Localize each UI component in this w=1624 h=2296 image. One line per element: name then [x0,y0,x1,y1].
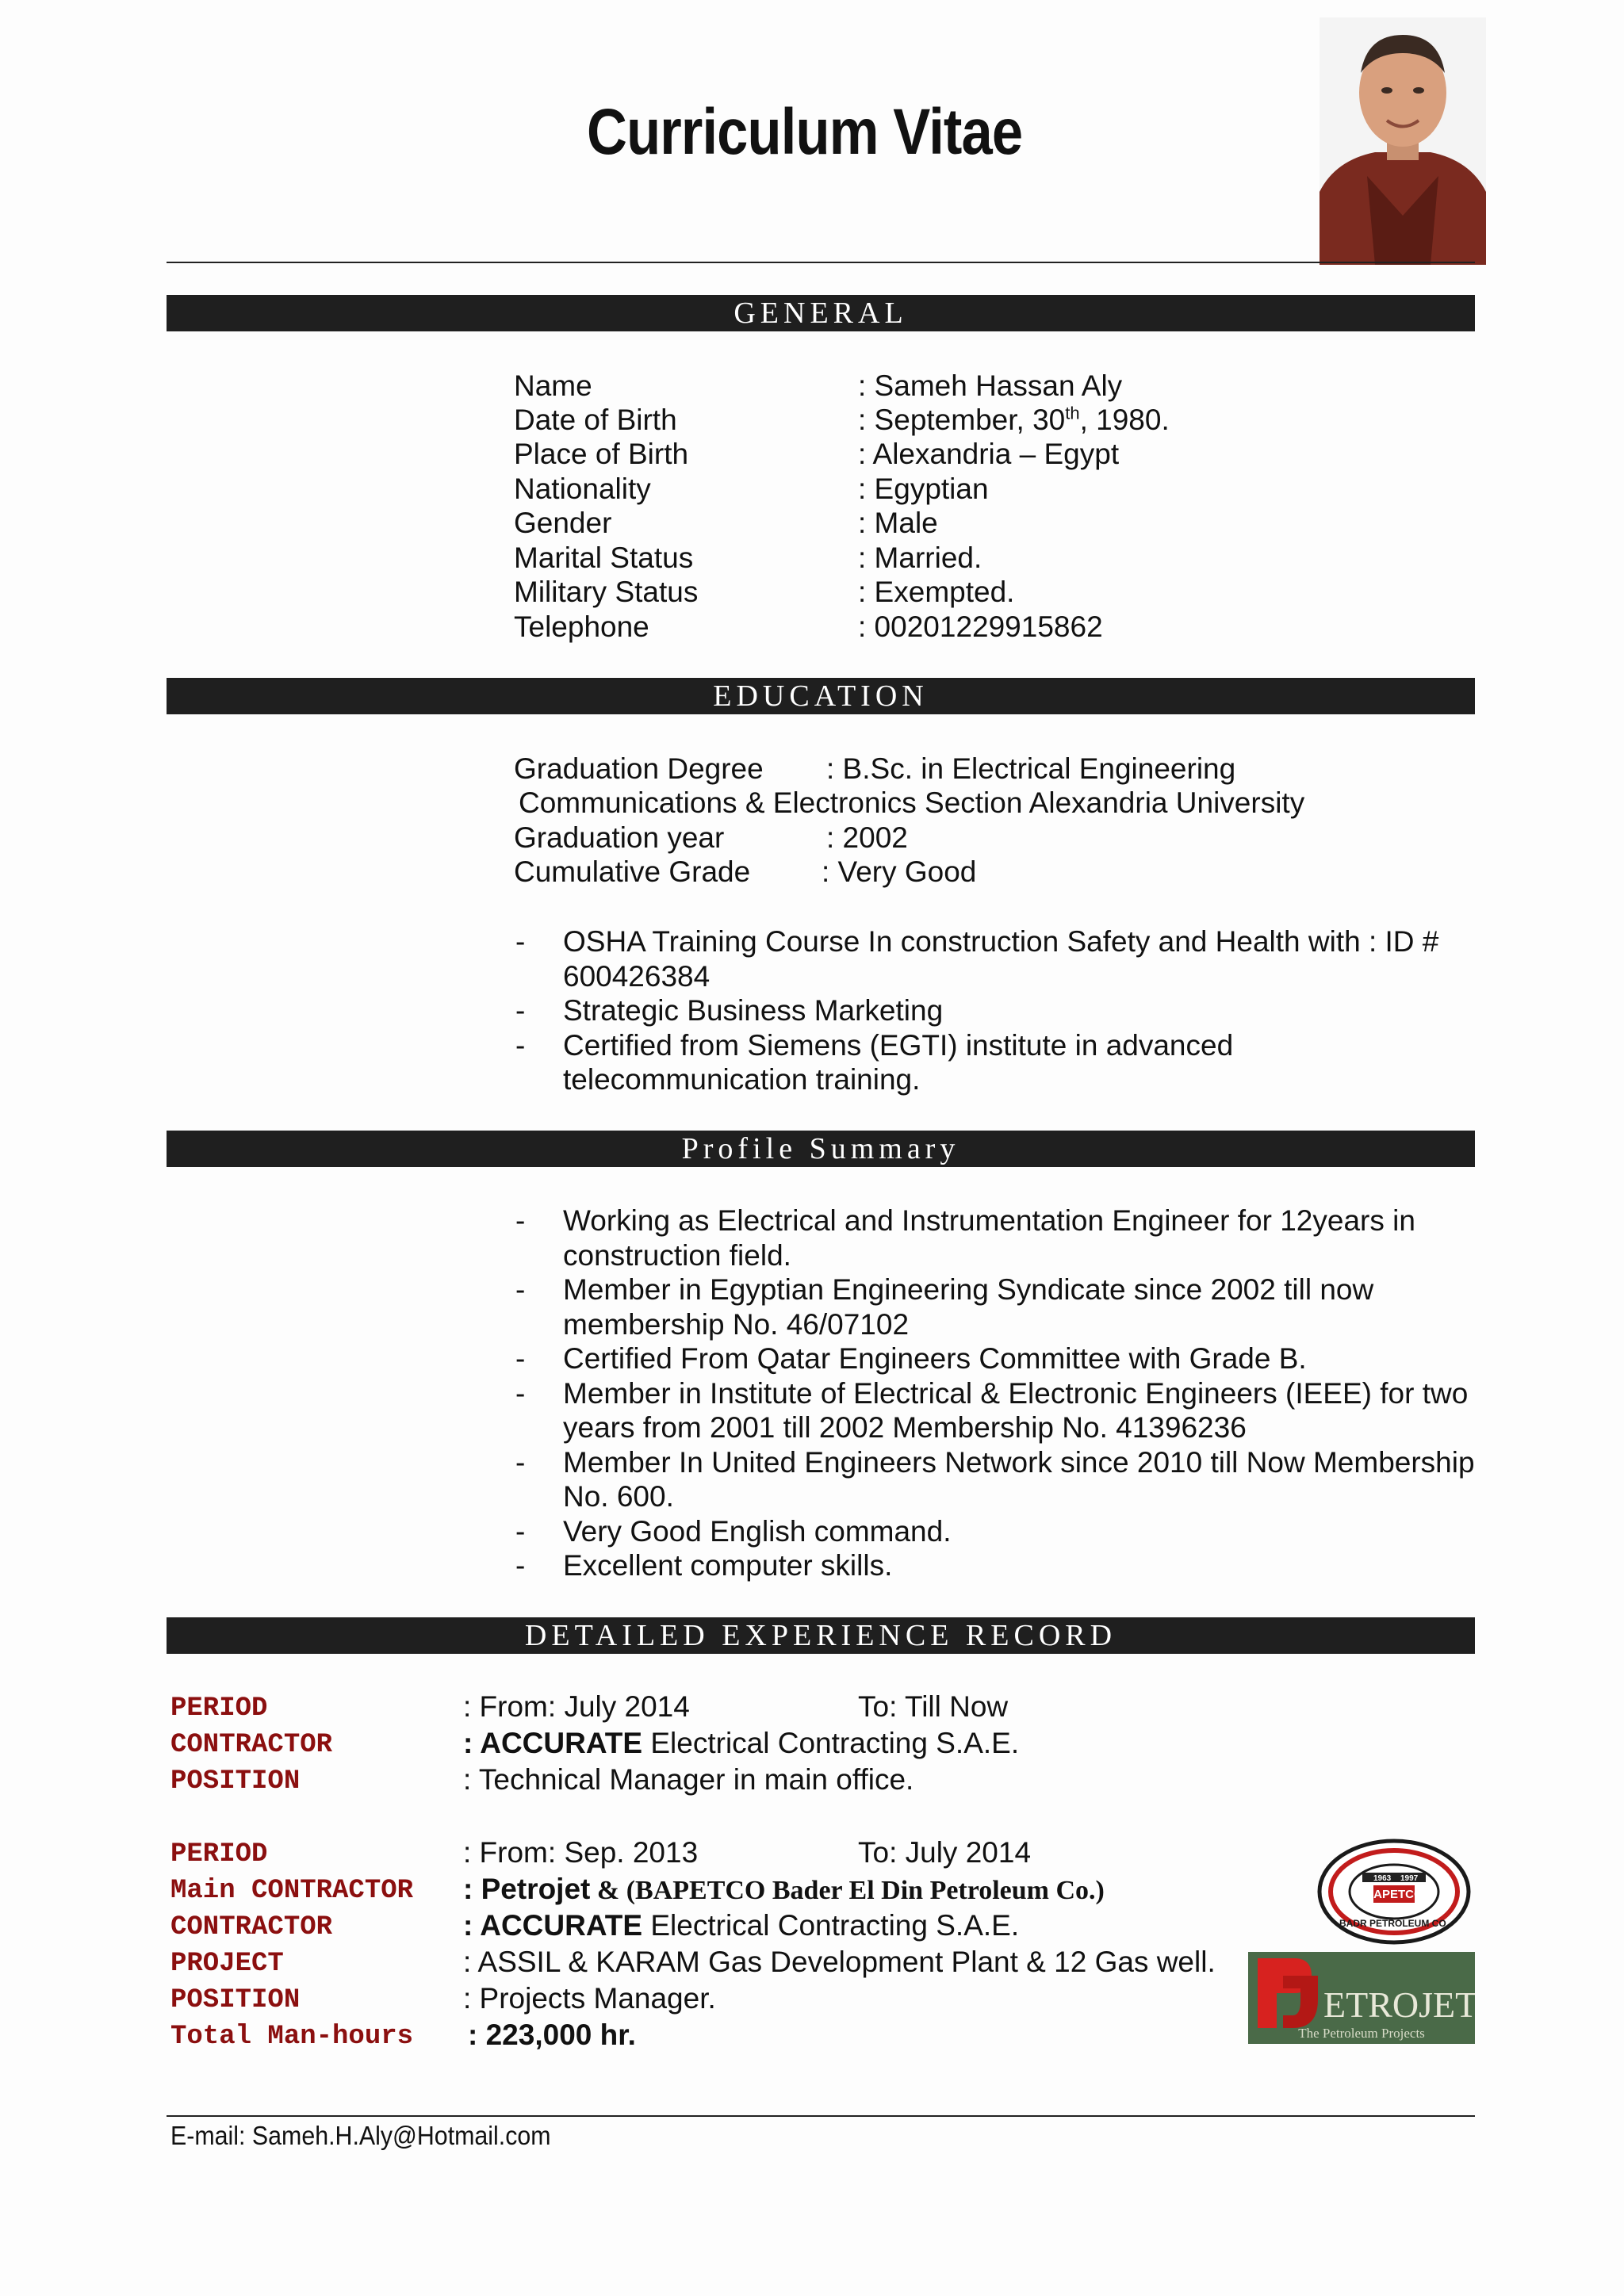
general-label: Nationality [514,473,651,505]
education-value: : B.Sc. in Electrical Engineering [826,752,1236,785]
bapetco-logo [1316,1838,1472,1946]
petrojet-tagline: The Petroleum Projects [1298,2026,1425,2041]
petrojet-name: ETROJET [1323,1984,1475,2025]
course-list [514,924,1481,1097]
list-item: - OSHA Training Course In construction Safety and Health with : ID # 600426384 [514,924,1481,993]
education-label: Graduation Degree [514,752,764,785]
list-item: - Member in Institute of Electrical & Electronic Engineers (IEEE) for two years from 2001 till 2002 Membership No. 41396236 [514,1376,1481,1445]
bapetco-name: BAPETCO [1365,1888,1423,1901]
general-value: : Alexandria – Egypt [858,438,1120,470]
experience-label: POSITION [170,1985,301,2015]
experience-label: POSITION [170,1766,301,1797]
education-label: Graduation year [514,821,725,854]
general-value: : Sameh Hassan Aly [858,369,1123,402]
footer-rule [167,2115,1475,2117]
experience-value: : Technical Manager in main office. [463,1763,914,1796]
general-label: Military Status [514,576,699,608]
experience-value: : From: July 2014 [463,1690,690,1723]
general-label: Telephone [514,610,649,643]
general-value: : Exempted. [858,576,1015,608]
petrojet-logo [1248,1952,1475,2044]
general-label: Name [514,369,592,402]
list-item: - Working as Electrical and Instrumentation Engineer for 12years in construction field. [514,1203,1481,1272]
education-section-line: Communications & Electronics Section Alexandria University [519,786,1305,819]
footer-email: E-mail: Sameh.H.Aly@Hotmail.com [170,2121,551,2150]
general-label: Date of Birth [514,404,677,436]
experience-value: : ACCURATE Electrical Contracting S.A.E. [463,1727,1020,1759]
education-value: : Very Good [822,855,977,888]
experience-value: : ACCURATE Electrical Contracting S.A.E. [463,1909,1020,1942]
experience-value: : 223,000 hr. [468,2019,636,2051]
general-value: : 00201229915862 [858,610,1103,643]
page-title: Curriculum Vitae [587,96,1023,168]
experience-label: Total Man-hours [170,2022,414,2052]
experience-label: PERIOD [170,1839,268,1869]
list-item: - Certified From Qatar Engineers Committee with Grade B. [514,1341,1481,1376]
experience-label: PROJECT [170,1949,284,1979]
experience-label: CONTRACTOR [170,1730,333,1760]
list-item: - Strategic Business Marketing [514,993,1481,1028]
list-item: - Certified from Siemens (EGTI) institute in advanced telecommunication training. [514,1028,1481,1097]
education-label: Cumulative Grade [514,855,751,888]
general-label: Marital Status [514,541,694,574]
profile-photo [1320,17,1486,265]
section-bar-education: EDUCATION [167,678,1475,714]
experience-label: PERIOD [170,1693,268,1724]
bapetco-ring-text: BADR PETROLEUM CO. [1339,1918,1449,1929]
experience-value: : Projects Manager. [463,1982,716,2015]
section-bar-profile: Profile Summary [167,1131,1475,1167]
general-value: : Male [858,507,938,539]
experience-label: Main CONTRACTOR [170,1876,414,1906]
experience-value: : From: Sep. 2013 [463,1836,699,1869]
list-item: - Excellent computer skills. [514,1548,1481,1583]
bapetco-year: 1963 [1373,1874,1392,1883]
experience-value: : ASSIL & KARAM Gas Development Plant & 12 Gas well. [463,1946,1216,1978]
list-item: - Member In United Engineers Network since 2010 till Now Membership No. 600. [514,1445,1481,1514]
bapetco-year2: 1997 [1400,1874,1419,1883]
list-item: - Very Good English command. [514,1514,1481,1549]
list-item: - Member in Egyptian Engineering Syndicate since 2002 till now membership No. 46/07102 [514,1272,1481,1341]
general-value: : September, 30th, 1980. [858,403,1170,436]
header-rule [167,262,1475,263]
experience-to: To: Till Now [858,1690,1009,1723]
education-value: : 2002 [826,821,908,854]
general-label: Gender [514,507,612,539]
experience-label: CONTRACTOR [170,1912,333,1942]
section-bar-experience: DETAILED EXPERIENCE RECORD [167,1617,1475,1654]
experience-value: : Petrojet & (BAPETCO Bader El Din Petroleum Co.) [463,1873,1105,1905]
profile-list [514,1203,1481,1583]
section-bar-general: GENERAL [167,295,1475,331]
experience-to: To: July 2014 [858,1836,1032,1869]
general-value: : Egyptian [858,473,989,505]
general-label: Place of Birth [514,438,689,470]
general-value: : Married. [858,541,982,574]
